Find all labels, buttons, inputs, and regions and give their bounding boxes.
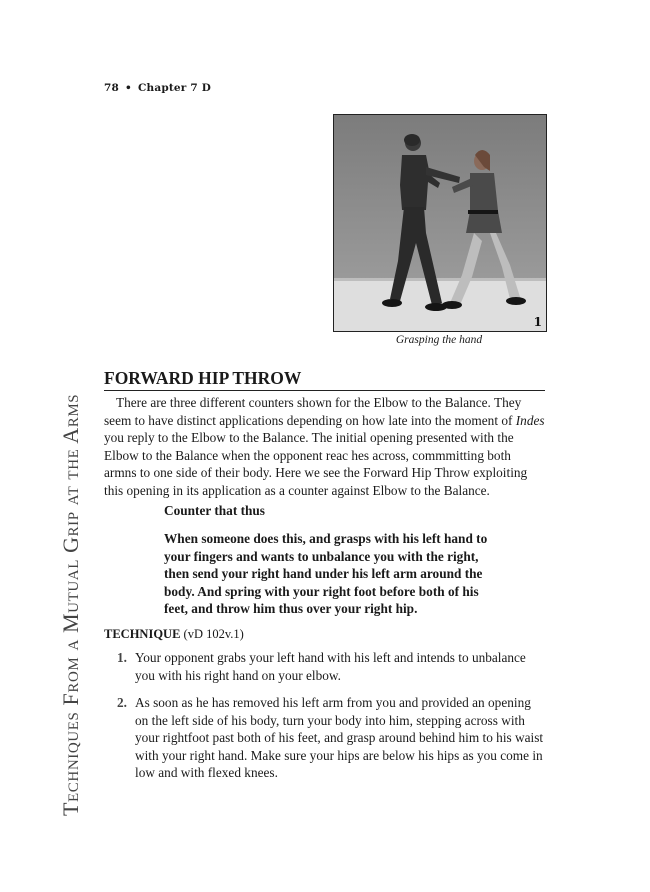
running-head bbox=[104, 82, 211, 94]
chapter-label: Chapter 7 D bbox=[137, 82, 212, 94]
page-number: 78 bbox=[104, 82, 120, 94]
intro-text-part1: There are three different counters shown for the Elbow to the Balance. They seem to have distinct applications depending on how late into the moment of bbox=[104, 395, 522, 428]
step-number: 2. bbox=[117, 695, 127, 710]
figure-photo bbox=[333, 114, 547, 332]
separator-dot: • bbox=[125, 82, 132, 94]
technique-step bbox=[113, 649, 545, 684]
step-text: As soon as he has removed his left arm from you and provided an opening on the left side of his body, turn your body into him, stepping across with your rightfoot past both of his feet, and grasp around behind him to his waist with your right hand. Make sure your hips are below his hips as you come in low and with flexed knees. bbox=[135, 695, 544, 781]
counter-quote: When someone does this, and grasps with his left hand to your fingers and wants to unbalance you with the right, then send your right hand under his left arm around the body. And spring with your right foot before both of his feet, and throw him thus over your right hip. bbox=[164, 531, 488, 617]
photo-illustration bbox=[334, 115, 546, 331]
section-heading: FORWARD HIP THROW bbox=[104, 368, 545, 391]
step-number: 1. bbox=[117, 650, 127, 665]
figure-number: 1 bbox=[533, 315, 542, 329]
intro-text-part2: you reply to the Elbow to the Balance. The initial opening presented with the Elbow to the Balance when the opponent reac hes across, commmitting both armns to one side of their body. Here we see the Forward Hip Throw exploiting this opening in its application as a counter against Elbow to the Balance. bbox=[104, 430, 528, 498]
counter-title: Counter that thus bbox=[164, 503, 265, 518]
figure-caption: Grasping the hand bbox=[395, 334, 483, 346]
technique-label: TECHNIQUE bbox=[104, 627, 181, 641]
technique-heading bbox=[104, 627, 244, 642]
technique-step bbox=[113, 694, 545, 782]
intro-paragraph bbox=[104, 394, 545, 500]
step-text: Your opponent grabs your left hand with his left and intends to unbalance you with his right hand on your elbow. bbox=[135, 650, 526, 683]
intro-italic-term: Indes bbox=[515, 412, 545, 428]
technique-reference: (vD 102v.1) bbox=[183, 627, 244, 641]
side-title: Techniques From a Mutual Grip at the Arms bbox=[58, 393, 83, 816]
